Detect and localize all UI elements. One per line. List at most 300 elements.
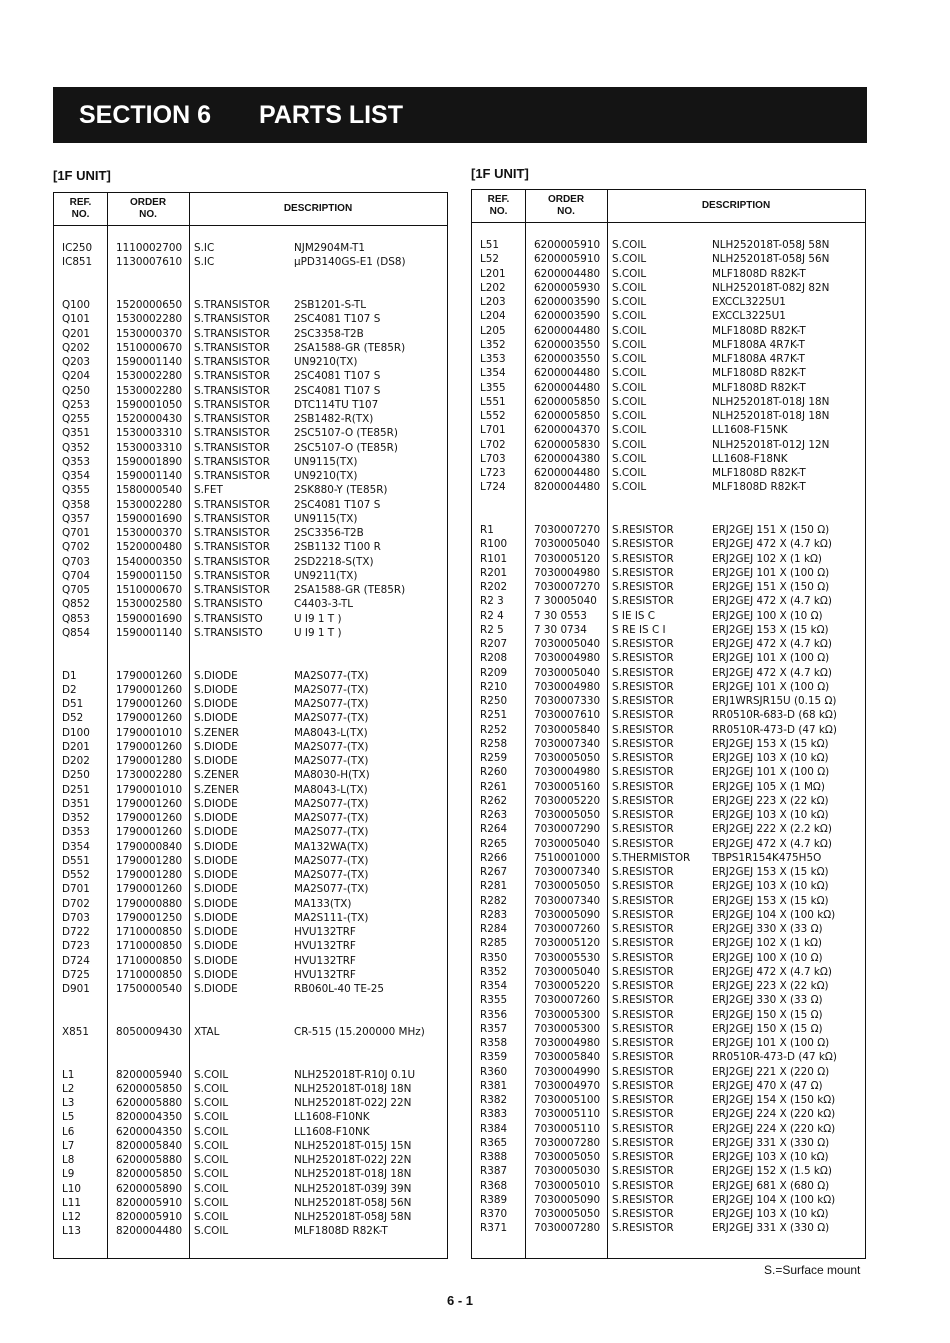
ref-no: L52 [480, 253, 500, 266]
ref-no: R368 [480, 1179, 508, 1192]
part-type: S.RESISTOR [612, 908, 674, 921]
table-body [472, 238, 865, 1236]
table-row [54, 1196, 447, 1210]
part-description: U I9 1 T ) [294, 612, 342, 625]
order-no: 6200004480 [534, 467, 601, 479]
ref-no: D202 [62, 755, 90, 767]
table-row [472, 936, 865, 950]
order-no: 6200005830 [534, 438, 601, 451]
table-row [472, 765, 865, 779]
ref-no: D51 [62, 698, 84, 710]
part-description: ERJ2GEJ 150 X (15 Ω) [712, 1008, 823, 1021]
table-row [472, 651, 865, 665]
ref-no: R359 [480, 1051, 508, 1064]
table-row [54, 1167, 447, 1181]
part-description: 2SC4081 T107 S [294, 384, 381, 397]
order-no: 6200004480 [534, 381, 601, 394]
ref-no: R202 [480, 581, 508, 593]
order-no: 1530000370 [116, 527, 183, 539]
table-row [472, 708, 865, 722]
table-row [54, 1096, 447, 1110]
part-description: HVU132TRF [294, 968, 356, 981]
part-description: MA2S077-(TX) [294, 669, 369, 682]
part-type: S.TRANSISTOR [194, 512, 270, 525]
table-row [54, 854, 447, 868]
table-row [54, 384, 447, 398]
part-description: MA2S077-(TX) [294, 698, 369, 710]
table-row [54, 583, 447, 597]
order-no: 1590001050 [116, 398, 183, 411]
table-row [54, 284, 447, 298]
order-no: 1590001140 [116, 356, 183, 368]
table-row [472, 295, 865, 309]
part-description: NLH252018T-012J 12N [712, 438, 830, 451]
order-no: 7030005840 [534, 1051, 601, 1064]
ref-no: R101 [480, 552, 508, 565]
table-row [472, 680, 865, 694]
order-no: 1790001280 [116, 854, 183, 867]
table-row [54, 825, 447, 839]
ref-no: L13 [62, 1225, 82, 1238]
order-no: 1790001260 [116, 669, 183, 682]
part-type: S.RESISTOR [612, 1037, 674, 1049]
part-description: LL1608-F18NK [712, 452, 788, 465]
part-description: ERJ2GEJ 102 X (1 kΩ) [712, 552, 822, 565]
ref-no: R371 [480, 1222, 508, 1235]
part-description: C4403-3-TL [294, 598, 353, 611]
part-type: S.COIL [612, 353, 647, 365]
ref-no: R250 [480, 695, 508, 707]
order-no: 7030005010 [534, 1179, 601, 1192]
part-description: 2SC5107-O (TE85R) [294, 427, 398, 440]
order-no: 6200005880 [116, 1154, 183, 1166]
ref-no: D723 [62, 940, 90, 953]
table-body [54, 241, 447, 1239]
section-title: PARTS LIST [259, 100, 403, 129]
part-type: S.DIODE [194, 712, 238, 725]
order-no: 8200005910 [116, 1196, 183, 1209]
part-type: S.TRANSISTOR [194, 370, 270, 383]
table-row [54, 441, 447, 455]
part-type: S.RESISTOR [612, 1208, 674, 1220]
ref-no: Q702 [62, 541, 91, 554]
part-description: ERJ2GEJ 103 X (10 kΩ) [712, 809, 829, 821]
part-type: S.COIL [612, 452, 647, 465]
table-row [54, 1125, 447, 1139]
part-description: ERJ2GEJ 100 X (10 Ω) [712, 951, 823, 964]
part-type: S.TRANSISTOR [194, 398, 270, 411]
part-description: ERJ2GEJ 101 X (100 Ω) [712, 1037, 830, 1049]
table-row [472, 794, 865, 808]
part-type: S.RESISTOR [612, 780, 674, 793]
part-type: S.COIL [612, 253, 647, 266]
ref-no: L702 [480, 438, 506, 451]
order-no: 6200005890 [116, 1182, 183, 1195]
order-no: 1590001140 [116, 470, 183, 482]
ref-no: D251 [62, 783, 90, 796]
ref-no: D1 [62, 669, 77, 682]
part-description: ERJ2GEJ 472 X (4.7 kΩ) [712, 837, 832, 850]
order-no: 7030007340 [534, 894, 601, 907]
table-row [54, 840, 447, 854]
order-no: 6200004480 [534, 324, 601, 337]
part-description: NLH252018T-058J 56N [712, 253, 830, 266]
ref-no: L12 [62, 1211, 82, 1223]
ref-no: R258 [480, 737, 508, 750]
ref-no: L353 [480, 353, 506, 365]
part-type: S.COIL [612, 338, 647, 351]
part-type: S.COIL [612, 424, 647, 437]
part-type: S.COIL [194, 1211, 229, 1223]
part-type: S.DIODE [194, 983, 238, 995]
ref-no: Q357 [62, 512, 91, 525]
order-no: 1790001260 [116, 740, 183, 753]
part-type: S.TRANSISTO [194, 612, 263, 625]
part-description: ERJ2GEJ 331 X (330 Ω) [712, 1136, 830, 1149]
table-row [472, 637, 865, 651]
part-type: S.RESISTOR [612, 823, 674, 836]
table-row [54, 555, 447, 569]
part-description: MLF1808A 4R7K-T [712, 353, 805, 365]
order-no: 7030007340 [534, 866, 601, 878]
order-no: 1590001890 [116, 455, 183, 468]
ref-no: D702 [62, 897, 90, 910]
table-row [472, 1221, 865, 1235]
ref-no: Q853 [62, 612, 91, 625]
ref-no: D100 [62, 726, 90, 739]
table-row [54, 1068, 447, 1082]
part-description: RR0510R-473-D (47 kΩ) [712, 723, 837, 736]
part-description: UN9115(TX) [294, 455, 358, 468]
ref-no: L703 [480, 452, 506, 465]
table-row [54, 669, 447, 683]
section-banner [53, 87, 867, 143]
part-description: EXCCL3225U1 [712, 310, 786, 323]
part-type: S.COIL [194, 1111, 229, 1124]
part-type: S.TRANSISTOR [194, 470, 270, 482]
order-no: 7030005110 [534, 1108, 601, 1121]
col-desc-header: DESCRIPTION [701, 199, 771, 211]
ref-no: R387 [480, 1165, 508, 1178]
part-description: MA2S077-(TX) [294, 869, 369, 881]
part-type: S.RESISTOR [612, 1122, 674, 1135]
order-no: 1520000430 [116, 413, 183, 425]
part-description: UN9211(TX) [294, 569, 358, 582]
table-row [472, 1093, 865, 1107]
table-row [472, 993, 865, 1007]
order-no: 1130007610 [116, 256, 183, 269]
ref-no: Q204 [62, 370, 91, 383]
order-no: 7030005090 [534, 908, 601, 921]
table-row [472, 409, 865, 423]
part-description: UN9210(TX) [294, 470, 358, 482]
part-type: S.DIODE [194, 883, 238, 896]
part-description: 2SC5107-O (TE85R) [294, 441, 398, 454]
part-description: MA2S077-(TX) [294, 812, 369, 824]
part-description: ERJ2GEJ 470 X (47 Ω) [712, 1079, 823, 1092]
table-row [54, 811, 447, 825]
part-description: ERJ2GEJ 151 X (150 Ω) [712, 581, 830, 593]
part-description: ERJ2GEJ 150 X (15 Ω) [712, 1022, 823, 1035]
order-no: 1730002280 [116, 769, 183, 782]
part-description: LL1608-F15NK [712, 424, 788, 437]
part-type: S.TRANSISTOR [194, 384, 270, 397]
order-no: 1790001250 [116, 911, 183, 924]
table-row [54, 939, 447, 953]
part-description: MLF1808D R82K-T [712, 267, 806, 280]
part-description: NLH252018T-018J 18N [294, 1082, 412, 1095]
table-row [472, 352, 865, 366]
part-type: S.COIL [194, 1168, 229, 1181]
order-no: 1510000670 [116, 341, 183, 354]
part-type: S.RESISTOR [612, 1165, 674, 1178]
ref-no: D354 [62, 840, 90, 853]
part-description: ERJ2GEJ 681 X (680 Ω) [712, 1179, 830, 1192]
table-row [54, 270, 447, 284]
order-no: 7 30 0553 [534, 609, 587, 622]
order-no: 1590001690 [116, 512, 183, 525]
table-row [54, 711, 447, 725]
table-row [54, 683, 447, 697]
part-description: 2SB1201-S-TL [294, 299, 367, 311]
part-description: MA8030-H(TX) [294, 769, 370, 782]
part-description: NLH252018T-015J 15N [294, 1139, 412, 1152]
ref-no: D901 [62, 983, 90, 995]
ref-no: Q703 [62, 555, 91, 568]
order-no: 7030007270 [534, 524, 601, 536]
part-type: S.RESISTOR [612, 923, 674, 935]
part-type: S.COIL [612, 410, 647, 422]
part-type: S.RESISTOR [612, 1108, 674, 1121]
table-row [472, 466, 865, 480]
order-no: 6200005910 [534, 253, 601, 266]
part-type: S.RESISTOR [612, 581, 674, 593]
right-unit-label: [1F UNIT] [471, 166, 529, 181]
part-type: S.TRANSISTOR [194, 455, 270, 468]
table-row [472, 395, 865, 409]
part-type: S.DIODE [194, 755, 238, 767]
table-row [54, 298, 447, 312]
ref-no: D701 [62, 883, 90, 896]
order-no: 1530002280 [116, 384, 183, 397]
table-row [54, 569, 447, 583]
order-no: 7030004980 [534, 680, 601, 693]
part-description: LL1608-F10NK [294, 1125, 370, 1138]
ref-no: X851 [62, 1025, 89, 1038]
part-description: ERJ2GEJ 103 X (10 kΩ) [712, 1208, 829, 1220]
table-row [472, 822, 865, 836]
part-type: S.COIL [612, 267, 647, 280]
order-no: 6200003550 [534, 353, 601, 365]
ref-no: R382 [480, 1094, 508, 1106]
order-no: 7030004970 [534, 1079, 601, 1092]
part-type: S.DIODE [194, 954, 238, 967]
order-no: 7030005050 [534, 1208, 601, 1220]
order-no: 1530002280 [116, 498, 183, 511]
part-description: MA2S077-(TX) [294, 683, 369, 696]
part-description: ERJ2GEJ 330 X (33 Ω) [712, 923, 823, 935]
part-type: S.RESISTOR [612, 566, 674, 579]
part-description: MLF1808D R82K-T [712, 381, 806, 394]
order-no: 1590001140 [116, 626, 183, 639]
part-type: S.RESISTOR [612, 680, 674, 693]
part-description: NLH252018T-058J 58N [712, 239, 830, 251]
ref-no: R381 [480, 1079, 508, 1092]
part-type: S.TRANSISTOR [194, 327, 270, 340]
footnote: S.=Surface mount [764, 1263, 861, 1277]
table-row [472, 480, 865, 494]
ref-no: D201 [62, 740, 90, 753]
order-no: 8200004480 [116, 1225, 183, 1238]
order-no: 7030005040 [534, 837, 601, 850]
part-description: MLF1808D R82K-T [712, 481, 806, 494]
part-description: ERJ2GEJ 331 X (330 Ω) [712, 1222, 830, 1235]
part-description: ERJ2GEJ 472 X (4.7 kΩ) [712, 965, 832, 978]
part-type: S.RESISTOR [612, 709, 674, 722]
table-row [472, 1050, 865, 1064]
ref-no: R259 [480, 752, 508, 764]
order-no: 1520000650 [116, 299, 183, 311]
order-no: 1530002580 [116, 598, 183, 611]
order-no: 1530003310 [116, 427, 183, 440]
ref-no: R383 [480, 1108, 508, 1121]
table-row [54, 740, 447, 754]
part-description: NLH252018T-058J 58N [294, 1211, 412, 1223]
part-description: ERJ2GEJ 101 X (100 Ω) [712, 766, 830, 779]
part-type: S.TRANSISTO [194, 626, 263, 639]
part-description: RB060L-40 TE-25 [294, 983, 384, 995]
table-row [472, 1179, 865, 1193]
part-type: S.DIODE [194, 968, 238, 981]
part-description: ERJ2GEJ 330 X (33 Ω) [712, 994, 823, 1007]
table-row [472, 908, 865, 922]
ref-no: L552 [480, 410, 506, 422]
table-row [472, 509, 865, 523]
part-type: S.TRANSISTOR [194, 313, 270, 326]
table-row [472, 495, 865, 509]
part-type: S.TRANSISTOR [194, 341, 270, 354]
order-no: 1530000370 [116, 327, 183, 340]
part-type: S.COIL [194, 1196, 229, 1209]
order-no: 7030007290 [534, 823, 601, 836]
table-row [472, 965, 865, 979]
table-row [54, 783, 447, 797]
ref-no: D552 [62, 869, 90, 881]
ref-no: R209 [480, 666, 508, 679]
part-description: TBPS1R154K475H5O [712, 851, 822, 864]
table-row [472, 609, 865, 623]
part-type: S.RESISTOR [612, 809, 674, 821]
table-row [54, 241, 447, 255]
table-row [54, 355, 447, 369]
part-type: S.FET [194, 484, 223, 497]
table-row [472, 423, 865, 437]
part-type: S.RESISTOR [612, 994, 674, 1007]
part-description: 2SC4081 T107 S [294, 370, 381, 383]
ref-no: R370 [480, 1208, 508, 1220]
part-description: ERJ2GEJ 472 X (4.7 kΩ) [712, 595, 832, 608]
order-no: 1790001260 [116, 797, 183, 810]
part-type: S.RESISTOR [612, 1008, 674, 1021]
order-no: 7 30005040 [534, 595, 597, 608]
part-description: U I9 1 T ) [294, 626, 342, 639]
order-no: 1530002280 [116, 313, 183, 326]
table-row [54, 369, 447, 383]
page-number: 6 - 1 [447, 1293, 474, 1308]
ref-no: R355 [480, 994, 508, 1007]
order-no: 1710000850 [116, 954, 183, 967]
order-no: 6200005930 [534, 281, 601, 294]
part-type: S.TRANSISTO [194, 598, 263, 611]
ref-no: L5 [62, 1111, 75, 1124]
table-row [472, 851, 865, 865]
part-description: MLF1808D R82K-T [712, 367, 806, 380]
order-no: 7030005090 [534, 1193, 601, 1206]
table-row [472, 1150, 865, 1164]
part-description: NLH252018T-022J 22N [294, 1097, 412, 1109]
order-no: 7030005050 [534, 880, 601, 893]
table-row [54, 455, 447, 469]
table-header [54, 193, 447, 226]
ref-no: L204 [480, 310, 506, 323]
order-no: 6200005880 [116, 1097, 183, 1109]
table-row [472, 523, 865, 537]
part-type: S.COIL [194, 1125, 229, 1138]
part-description: MA132WA(TX) [294, 840, 369, 853]
ref-no: L9 [62, 1168, 75, 1181]
ref-no: R208 [480, 652, 508, 665]
table-row [54, 697, 447, 711]
table-row [472, 1122, 865, 1136]
table-row [54, 1210, 447, 1224]
ref-no: R284 [480, 923, 508, 935]
part-type: S.COIL [194, 1097, 229, 1109]
table-row [54, 996, 447, 1010]
part-description: ERJ2GEJ 223 X (22 kΩ) [712, 794, 829, 807]
table-header [472, 190, 865, 223]
order-no: 7030007260 [534, 923, 601, 935]
order-no: 1790001280 [116, 755, 183, 767]
table-row [472, 1008, 865, 1022]
left-unit-label: [1F UNIT] [53, 168, 111, 183]
order-no: 1530002280 [116, 370, 183, 383]
part-type: S.DIODE [194, 740, 238, 753]
table-row [472, 1207, 865, 1221]
ref-no: R1 [480, 524, 494, 536]
table-row [472, 751, 865, 765]
ref-no: R356 [480, 1008, 508, 1021]
part-description: 2SK880-Y (TE85R) [294, 484, 388, 497]
table-row [472, 381, 865, 395]
part-description: ERJ2GEJ 153 X (15 kΩ) [712, 623, 829, 636]
ref-no: R282 [480, 894, 508, 907]
ref-no: Q351 [62, 427, 91, 440]
ref-no: D722 [62, 926, 90, 938]
order-no: 7030007260 [534, 994, 601, 1007]
order-no: 7030007340 [534, 737, 601, 750]
table-row [54, 882, 447, 896]
order-no: 1530003310 [116, 441, 183, 454]
ref-no: R354 [480, 980, 508, 992]
part-type: S.COIL [612, 324, 647, 337]
part-description: ERJ2GEJ 100 X (10 Ω) [712, 609, 823, 622]
ref-no: D725 [62, 968, 90, 981]
order-no: 8200004350 [116, 1111, 183, 1124]
part-description: ERJ2GEJ 153 X (15 kΩ) [712, 737, 829, 750]
order-no: 7 30 0734 [534, 623, 587, 636]
part-type: S.COIL [194, 1082, 229, 1095]
part-type: S.RESISTOR [612, 1222, 674, 1235]
